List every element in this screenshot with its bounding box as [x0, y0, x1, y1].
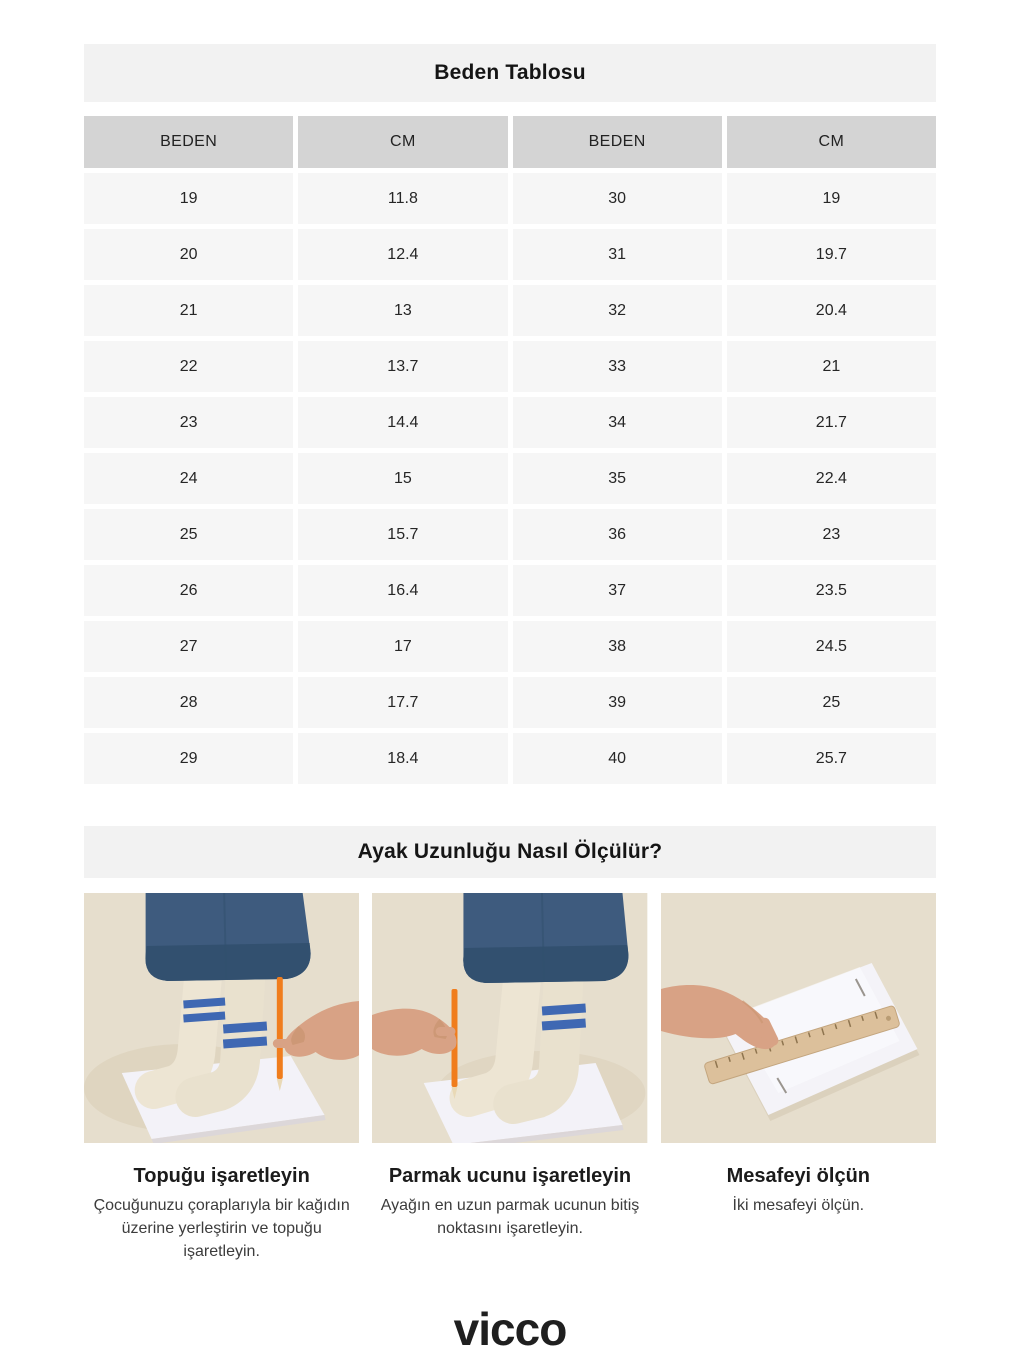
- size-table-cell: 38: [513, 621, 722, 672]
- size-table-cell: 17.7: [298, 677, 507, 728]
- size-table-cell: 17: [298, 621, 507, 672]
- how-to-title: Ayak Uzunluğu Nasıl Ölçülür?: [357, 840, 663, 863]
- size-table-cell: 37: [513, 565, 722, 616]
- size-table-cell: 13.7: [298, 341, 507, 392]
- mark-toe-photo: [372, 893, 647, 1143]
- size-table-cell: 20: [84, 229, 293, 280]
- size-table-cell: 30: [513, 173, 722, 224]
- step-description: Ayağın en uzun parmak ucunun bitiş noktasını işaretleyin.: [380, 1197, 640, 1237]
- size-table-cell: 11.8: [298, 173, 507, 224]
- size-table-header-cell: CM: [727, 116, 936, 168]
- step-description: Çocuğunuzu çoraplarıyla bir kağıdın üzerine yerleştirin ve topuğu işaretleyin.: [93, 1197, 350, 1260]
- how-to-steps: [84, 893, 936, 1263]
- size-table-cell: 18.4: [298, 733, 507, 784]
- size-table-cell: 19: [727, 173, 936, 224]
- size-table-cell: 21: [727, 341, 936, 392]
- footer: [84, 1303, 936, 1360]
- mark-heel-photo: [84, 893, 359, 1143]
- brand-logo: vicco: [453, 1303, 567, 1355]
- size-table-header-cell: BEDEN: [513, 116, 722, 168]
- size-table-cell: 23.5: [727, 565, 936, 616]
- size-table-cell: 24: [84, 453, 293, 504]
- size-table-cell: 33: [513, 341, 722, 392]
- size-table-cell: 27: [84, 621, 293, 672]
- size-table-cell: 23: [84, 397, 293, 448]
- size-table-cell: 39: [513, 677, 722, 728]
- size-table-cell: 35: [513, 453, 722, 504]
- size-table-cell: 13: [298, 285, 507, 336]
- size-table-cell: 20.4: [727, 285, 936, 336]
- step-title: Mesafeyi ölçün: [726, 1165, 871, 1187]
- size-table-cell: 31: [513, 229, 722, 280]
- size-table-cell: 32: [513, 285, 722, 336]
- step-title: Topuğu işaretleyin: [133, 1165, 310, 1187]
- size-table-cell: 22: [84, 341, 293, 392]
- size-table-cell: 25: [727, 677, 936, 728]
- size-table-title: Beden Tablosu: [434, 61, 586, 84]
- step-description: İki mesafeyi ölçün.: [732, 1197, 865, 1214]
- size-table-header-cell: CM: [298, 116, 507, 168]
- size-table-cell: 16.4: [298, 565, 507, 616]
- size-table-cell: 19.7: [727, 229, 936, 280]
- size-table-cell: 23: [727, 509, 936, 560]
- size-table-cell: 28: [84, 677, 293, 728]
- size-table-cell: 34: [513, 397, 722, 448]
- size-table-cell: 15: [298, 453, 507, 504]
- size-table-cell: 40: [513, 733, 722, 784]
- measure-distance-photo: [661, 893, 936, 1143]
- size-table-cell: 22.4: [727, 453, 936, 504]
- size-table-cell: 21.7: [727, 397, 936, 448]
- size-table-cell: 29: [84, 733, 293, 784]
- size-table-cell: 21: [84, 285, 293, 336]
- page: [84, 0, 936, 1360]
- size-table-cell: 19: [84, 173, 293, 224]
- step-title: Parmak ucunu işaretleyin: [388, 1165, 632, 1187]
- size-table-cell: 12.4: [298, 229, 507, 280]
- size-table-cell: 36: [513, 509, 722, 560]
- size-table-cell: 24.5: [727, 621, 936, 672]
- size-table-cell: 14.4: [298, 397, 507, 448]
- size-table-banner: [84, 44, 936, 102]
- size-table-header-cell: BEDEN: [84, 116, 293, 168]
- size-table-cell: 15.7: [298, 509, 507, 560]
- step-mark-heel: [84, 893, 359, 1263]
- size-table-cell: 25.7: [727, 733, 936, 784]
- how-to-banner: [84, 826, 936, 878]
- step-measure: [661, 893, 936, 1263]
- step-mark-toe: [372, 893, 647, 1263]
- size-table: [84, 116, 936, 784]
- size-table-cell: 26: [84, 565, 293, 616]
- size-table-cell: 25: [84, 509, 293, 560]
